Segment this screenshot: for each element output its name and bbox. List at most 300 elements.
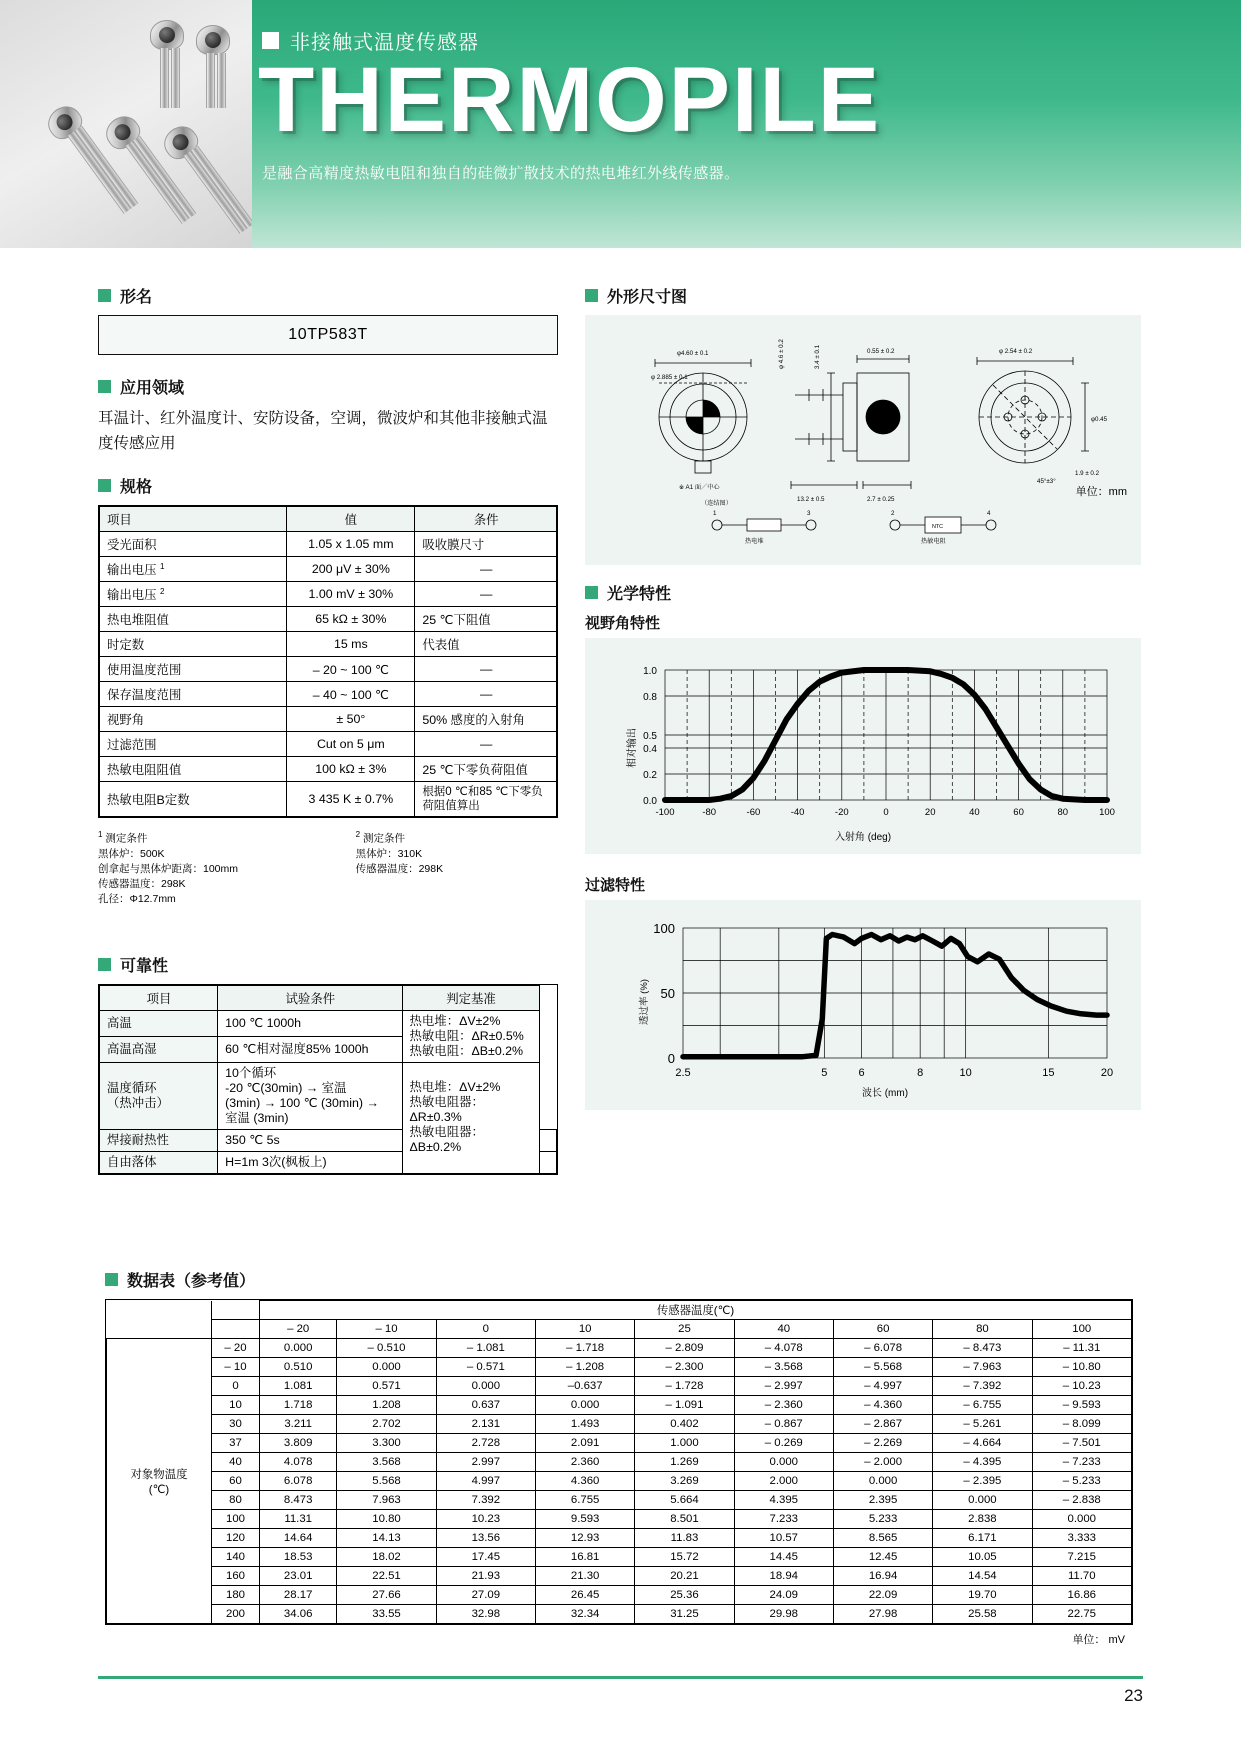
conn-ntc-label: NTC bbox=[932, 524, 944, 530]
datatable-cell: 19.70 bbox=[933, 1586, 1032, 1605]
datatable-cell: 8.473 bbox=[260, 1491, 337, 1510]
reliability-item: 焊接耐热性 bbox=[100, 1129, 218, 1151]
datatable-row-head: 0 bbox=[212, 1377, 260, 1396]
table-row bbox=[107, 1510, 1132, 1529]
datatable-cell: – 2.300 bbox=[635, 1358, 734, 1377]
fov-ytick: 1.0 bbox=[643, 666, 657, 677]
datatable-cell: 6.755 bbox=[536, 1491, 635, 1510]
datatable-cell: – 0.510 bbox=[337, 1339, 436, 1358]
datatable-cell: 0.000 bbox=[337, 1358, 436, 1377]
fov-xtick: 20 bbox=[924, 807, 936, 818]
white-square-icon bbox=[262, 32, 279, 49]
filter-ylabel: 透过率 (%) bbox=[639, 979, 650, 1025]
datatable-cell: 5.664 bbox=[635, 1491, 734, 1510]
green-square-icon bbox=[585, 289, 598, 302]
datatable-cell: 1.718 bbox=[260, 1396, 337, 1415]
spec-heading-label: 规格 bbox=[120, 479, 153, 496]
datatable-cell: 14.45 bbox=[734, 1548, 833, 1567]
spec-condition: 25 ℃下零负荷阻值 bbox=[415, 757, 557, 782]
applications-text: 耳温计、红外温度计、安防设备，空调，微波炉和其他非接触式温度传感应用 bbox=[98, 410, 548, 452]
green-square-icon bbox=[98, 479, 111, 492]
spec-table-header-row bbox=[100, 507, 557, 532]
datatable-cell: 8.501 bbox=[635, 1510, 734, 1529]
spec-item: 视野角 bbox=[100, 707, 287, 732]
reliability-table-wrapper bbox=[98, 984, 558, 1175]
spec-item: 热敏电阻阻值 bbox=[100, 757, 287, 782]
datatable-cell: – 1.208 bbox=[536, 1358, 635, 1377]
datatable-cell: 2.838 bbox=[933, 1510, 1032, 1529]
datatable-cell: 0.637 bbox=[436, 1396, 535, 1415]
footnote-1-mark: 1 bbox=[98, 830, 103, 839]
datatable-cell: 18.53 bbox=[260, 1548, 337, 1567]
spec-condition: — bbox=[415, 682, 557, 707]
datatable-cell: 0.402 bbox=[635, 1415, 734, 1434]
optical-heading bbox=[585, 581, 1141, 604]
datatable-cell: –0.637 bbox=[536, 1377, 635, 1396]
datatable-cell: 25.36 bbox=[635, 1586, 734, 1605]
datatable-cell: – 4.997 bbox=[833, 1377, 932, 1396]
datatable-cell: 3.211 bbox=[260, 1415, 337, 1434]
fov-xtick: -80 bbox=[702, 807, 717, 818]
spec-row bbox=[100, 657, 557, 682]
spec-value: 200 μV ± 30% bbox=[287, 557, 415, 582]
green-square-icon bbox=[585, 586, 598, 599]
left-column bbox=[98, 284, 558, 1175]
conn-pin-4: 4 bbox=[987, 510, 991, 517]
spec-condition: 25 ℃下阻值 bbox=[415, 607, 557, 632]
datatable-col-head: – 20 bbox=[260, 1320, 337, 1339]
datatable-wrapper bbox=[105, 1299, 1133, 1625]
spec-value: 1.00 mV ± 30% bbox=[287, 582, 415, 607]
table-row bbox=[107, 1586, 1132, 1605]
spec-heading bbox=[98, 474, 558, 497]
page-number: 23 bbox=[1124, 1686, 1143, 1705]
datatable-col-head: 40 bbox=[734, 1320, 833, 1339]
datatable-cell: 7.392 bbox=[436, 1491, 535, 1510]
reliability-header-row bbox=[100, 985, 557, 1010]
applications-heading-label: 应用领域 bbox=[120, 380, 185, 397]
datatable-cell: 2.997 bbox=[436, 1453, 535, 1472]
datatable-cell: 22.51 bbox=[337, 1567, 436, 1586]
spec-item: 过滤范围 bbox=[100, 732, 287, 757]
datatable-col-head: 60 bbox=[833, 1320, 932, 1339]
spec-row bbox=[100, 782, 557, 817]
fov-xtick: 40 bbox=[969, 807, 980, 818]
filter-ytick: 100 bbox=[653, 921, 675, 936]
spec-col-item: 项目 bbox=[100, 507, 287, 532]
datatable-cell: 0.000 bbox=[933, 1491, 1032, 1510]
rel-col-condition: 试验条件 bbox=[218, 985, 402, 1010]
reliability-condition: H=1m 3次(枫板上) bbox=[218, 1151, 402, 1173]
reliability-criteria bbox=[539, 1151, 556, 1173]
datatable-cell: 4.078 bbox=[260, 1453, 337, 1472]
dim-label-len3: 1.9 ± 0.2 bbox=[1075, 470, 1100, 477]
filter-xtick: 20 bbox=[1100, 1067, 1114, 1079]
datatable-row-head: 37 bbox=[212, 1434, 260, 1453]
datatable-heading-label: 数据表（参考值） bbox=[127, 1273, 256, 1290]
datatable-cell: 11.70 bbox=[1032, 1567, 1131, 1586]
conn-diagram-title: （连结图） bbox=[701, 500, 732, 507]
spec-footnotes bbox=[98, 827, 558, 907]
datatable-cell: – 8.099 bbox=[1032, 1415, 1131, 1434]
conn-pin-2: 2 bbox=[891, 510, 895, 517]
fov-ylabel: 相对输出 bbox=[627, 728, 638, 768]
datatable-cell: 22.09 bbox=[833, 1586, 932, 1605]
datatable-cell: 23.01 bbox=[260, 1567, 337, 1586]
datatable-row-head: 180 bbox=[212, 1586, 260, 1605]
spec-condition: — bbox=[415, 557, 557, 582]
datatable-cell: – 5.233 bbox=[1032, 1472, 1131, 1491]
datatable-corner2 bbox=[212, 1320, 260, 1339]
filter-xtick: 15 bbox=[1042, 1067, 1055, 1079]
datatable-unit-label: 单位： mV bbox=[1072, 1634, 1125, 1646]
datatable-cell: 0.000 bbox=[833, 1472, 932, 1491]
reliability-row bbox=[100, 1010, 557, 1036]
footnote-2-mark: 2 bbox=[355, 830, 361, 839]
reliability-condition: 60 ℃相对湿度85% 1000h bbox=[218, 1036, 402, 1062]
footnote-1-title: 测定条件 bbox=[105, 832, 148, 845]
datatable-corner bbox=[107, 1320, 212, 1339]
footnote-1-line3: 创拿起与黑体炉距离：100mm bbox=[98, 862, 239, 875]
spec-item-superscript: 1 bbox=[160, 561, 165, 571]
datatable-cell: 2.360 bbox=[536, 1453, 635, 1472]
filter-ytick: 0 bbox=[667, 1051, 675, 1066]
datatable-cell: 31.25 bbox=[635, 1605, 734, 1624]
spec-value: 1.05 x 1.05 mm bbox=[287, 532, 415, 557]
datatable-cell: 7.215 bbox=[1032, 1548, 1131, 1567]
datatable-cell: 26.45 bbox=[536, 1586, 635, 1605]
fov-xtick: 60 bbox=[1013, 807, 1024, 818]
fov-xtick: 80 bbox=[1057, 807, 1069, 818]
datatable-cell: – 2.809 bbox=[635, 1339, 734, 1358]
datatable-cell: 29.98 bbox=[734, 1605, 833, 1624]
spec-table-wrapper bbox=[98, 505, 558, 818]
datatable-cell: – 3.568 bbox=[734, 1358, 833, 1377]
applications-heading bbox=[98, 375, 558, 398]
table-row bbox=[107, 1529, 1132, 1548]
datatable-row-head: 10 bbox=[212, 1396, 260, 1415]
spec-row bbox=[100, 632, 557, 657]
fov-ytick: 0.0 bbox=[643, 796, 657, 807]
dim-label-htotal: 3.4 ± 0.1 bbox=[814, 344, 821, 369]
datatable-cell: – 2.395 bbox=[933, 1472, 1032, 1491]
spec-value: 100 kΩ ± 3% bbox=[287, 757, 415, 782]
datatable-col-head: 100 bbox=[1032, 1320, 1131, 1339]
datatable-cell: 0.000 bbox=[734, 1453, 833, 1472]
datatable-cell: 20.21 bbox=[635, 1567, 734, 1586]
filter-xtick: 8 bbox=[917, 1067, 924, 1079]
filter-xtick: 10 bbox=[959, 1067, 972, 1079]
dim-label-outer: φ4.60 ± 0.1 bbox=[677, 350, 709, 357]
spec-row bbox=[100, 682, 557, 707]
reference-data-table bbox=[106, 1300, 1132, 1624]
datatable-cell: 0.000 bbox=[436, 1377, 535, 1396]
datatable-cell: 11.31 bbox=[260, 1510, 337, 1529]
spec-row bbox=[100, 557, 557, 582]
table-row bbox=[107, 1415, 1132, 1434]
datatable-cell: 1.081 bbox=[260, 1377, 337, 1396]
conn-pin-1: 1 bbox=[713, 510, 717, 517]
table-row bbox=[107, 1358, 1132, 1377]
table-row bbox=[107, 1453, 1132, 1472]
conn-right-element: 热敏电阻 bbox=[921, 538, 946, 545]
datatable-cell: 17.45 bbox=[436, 1548, 535, 1567]
datatable-cell: – 0.571 bbox=[436, 1358, 535, 1377]
datatable-cell: 10.80 bbox=[337, 1510, 436, 1529]
datatable-cell: – 1.091 bbox=[635, 1396, 734, 1415]
reliability-criteria: 热电堆：ΔV±2% 热敏电阻器：ΔR±0.3% 热敏电阻器：ΔB±0.2% bbox=[402, 1062, 539, 1173]
datatable-heading bbox=[105, 1268, 1133, 1291]
datatable-cell: 27.09 bbox=[436, 1586, 535, 1605]
datatable-cell: 0.000 bbox=[536, 1396, 635, 1415]
optical-heading-label: 光学特性 bbox=[607, 586, 672, 603]
spec-item: 热敏电阻B定数 bbox=[100, 782, 287, 817]
model-number-value: 10TP583T bbox=[288, 326, 368, 343]
datatable-cell: – 7.392 bbox=[933, 1377, 1032, 1396]
datatable-row-head: – 10 bbox=[212, 1358, 260, 1377]
fov-ytick: 0.8 bbox=[643, 692, 657, 703]
footnote-1-line4: 传感器温度：298K bbox=[98, 877, 186, 890]
datatable-cell: – 4.395 bbox=[933, 1453, 1032, 1472]
spec-item: 输出电压 $^1$ bbox=[100, 557, 287, 582]
datatable-row-head: 80 bbox=[212, 1491, 260, 1510]
reliability-condition: 10个循环 -20 ℃(30min) → 室温 (3min) → 100 ℃ (30min) → 室温 (3min) bbox=[218, 1062, 402, 1129]
spec-item: 保存温度范围 bbox=[100, 682, 287, 707]
table-row bbox=[107, 1567, 1132, 1586]
datatable-cell: 14.13 bbox=[337, 1529, 436, 1548]
datatable-cell: 16.86 bbox=[1032, 1586, 1131, 1605]
datatable-cell: 10.57 bbox=[734, 1529, 833, 1548]
reliability-criteria bbox=[539, 1129, 556, 1151]
datatable-col-head: 10 bbox=[536, 1320, 635, 1339]
dim-label-len1: 13.2 ± 0.5 bbox=[797, 496, 825, 503]
datatable-cell: – 2.997 bbox=[734, 1377, 833, 1396]
datatable-cell: 3.300 bbox=[337, 1434, 436, 1453]
datatable-row-head: 120 bbox=[212, 1529, 260, 1548]
filter-ytick: 50 bbox=[660, 986, 675, 1001]
datatable-cell: – 0.269 bbox=[734, 1434, 833, 1453]
reliability-condition: 100 ℃ 1000h bbox=[218, 1010, 402, 1036]
datatable-cell: 27.66 bbox=[337, 1586, 436, 1605]
spec-footnote-1 bbox=[98, 827, 356, 907]
reliability-item: 高温高湿 bbox=[100, 1036, 218, 1062]
datatable-cell: 18.94 bbox=[734, 1567, 833, 1586]
model-heading-label: 形名 bbox=[120, 289, 153, 306]
datatable-col-head: 0 bbox=[436, 1320, 535, 1339]
table-row bbox=[107, 1434, 1132, 1453]
footnote-1-line2: 黑体炉：500K bbox=[98, 847, 165, 860]
datatable-cell: 24.09 bbox=[734, 1586, 833, 1605]
spec-col-condition: 条件 bbox=[415, 507, 557, 532]
datatable-cell: 16.94 bbox=[833, 1567, 932, 1586]
right-column bbox=[585, 284, 1141, 1110]
datatable-cell: – 5.261 bbox=[933, 1415, 1032, 1434]
conn-left-element: 热电堆 bbox=[745, 538, 764, 545]
dimensions-heading-label: 外形尺寸图 bbox=[607, 289, 688, 306]
fov-xtick: 0 bbox=[883, 807, 889, 818]
reliability-item: 高温 bbox=[100, 1010, 218, 1036]
dimension-drawing bbox=[595, 325, 1131, 555]
datatable-cell: 3.333 bbox=[1032, 1529, 1131, 1548]
fov-xtick: -60 bbox=[746, 807, 761, 818]
fov-xlabel: 入射角 (deg) bbox=[834, 832, 892, 843]
datatable-cell: 5.233 bbox=[833, 1510, 932, 1529]
datatable-cell: 2.131 bbox=[436, 1415, 535, 1434]
filter-chart-title: 过滤特性 bbox=[585, 877, 646, 894]
datatable-col-head: – 10 bbox=[337, 1320, 436, 1339]
datatable-cell: – 5.568 bbox=[833, 1358, 932, 1377]
dimensions-heading bbox=[585, 284, 1141, 307]
datatable-cell: – 7.501 bbox=[1032, 1434, 1131, 1453]
spec-condition: 50% 感度的入射角 bbox=[415, 707, 557, 732]
datatable-cell: 7.963 bbox=[337, 1491, 436, 1510]
filter-chart-panel bbox=[585, 900, 1141, 1110]
spec-value: – 40 ~ 100 ℃ bbox=[287, 682, 415, 707]
green-square-icon bbox=[98, 289, 111, 302]
table-row bbox=[107, 1377, 1132, 1396]
reliability-heading bbox=[98, 953, 558, 976]
datatable-cell: 0.000 bbox=[260, 1339, 337, 1358]
filter-xtick: 2.5 bbox=[675, 1067, 691, 1079]
datatable-cell: 28.17 bbox=[260, 1586, 337, 1605]
reliability-item: 自由落体 bbox=[100, 1151, 218, 1173]
datatable-cell: 4.360 bbox=[536, 1472, 635, 1491]
spec-row bbox=[100, 707, 557, 732]
datatable-cell: – 1.718 bbox=[536, 1339, 635, 1358]
footnote-1-line5: 孔径：Φ12.7mm bbox=[98, 892, 176, 905]
banner-product-name: THERMOPILE bbox=[258, 49, 882, 151]
datatable-row-head: 140 bbox=[212, 1548, 260, 1567]
footnote-2-title: 测定条件 bbox=[362, 832, 405, 845]
datatable-cell: 1.000 bbox=[635, 1434, 734, 1453]
table-row bbox=[107, 1472, 1132, 1491]
dim-label-window: φ 2.885 ± 0.1 bbox=[651, 374, 688, 381]
datatable-col-group: 传感器温度(℃) bbox=[260, 1301, 1132, 1320]
datatable-group-row bbox=[107, 1301, 1132, 1320]
datatable-cell: 3.809 bbox=[260, 1434, 337, 1453]
filter-xtick: 5 bbox=[821, 1067, 828, 1079]
filter-xlabel: 波长 (mm) bbox=[861, 1088, 909, 1099]
reliability-criteria: 热电堆：ΔV±2% 热敏电阻：ΔR±0.5% 热敏电阻：ΔB±0.2% bbox=[402, 1010, 539, 1062]
fov-xtick: -40 bbox=[790, 807, 805, 818]
green-square-icon bbox=[98, 958, 111, 971]
spec-condition: 代表值 bbox=[415, 632, 557, 657]
spec-item: 输出电压 $^2$ bbox=[100, 582, 287, 607]
datatable-cell: 9.593 bbox=[536, 1510, 635, 1529]
datatable-cell: 21.30 bbox=[536, 1567, 635, 1586]
footnote-2-line3: 传感器温度：298K bbox=[355, 862, 444, 875]
datatable-cell: 8.565 bbox=[833, 1529, 932, 1548]
filter-chart bbox=[595, 910, 1131, 1100]
datatable-row-head: 60 bbox=[212, 1472, 260, 1491]
datatable-cell: 25.58 bbox=[933, 1605, 1032, 1624]
spec-item: 使用温度范围 bbox=[100, 657, 287, 682]
datatable-row-head: – 20 bbox=[212, 1339, 260, 1358]
spec-item: 时定数 bbox=[100, 632, 287, 657]
spec-table bbox=[99, 506, 557, 817]
spec-row bbox=[100, 532, 557, 557]
datatable-cell: 10.23 bbox=[436, 1510, 535, 1529]
spec-value: 15 ms bbox=[287, 632, 415, 657]
datatable-cell: 3.269 bbox=[635, 1472, 734, 1491]
datatable-cell: 0.000 bbox=[1032, 1510, 1131, 1529]
datatable-cell: 16.81 bbox=[536, 1548, 635, 1567]
spec-condition: — bbox=[415, 582, 557, 607]
datatable-cell: 1.269 bbox=[635, 1453, 734, 1472]
fov-xtick: -100 bbox=[655, 807, 675, 818]
fov-xtick: -20 bbox=[834, 807, 849, 818]
footnote-2-line2: 黑体炉：310K bbox=[355, 847, 423, 860]
green-square-icon bbox=[105, 1273, 118, 1286]
datatable-cell: 2.000 bbox=[734, 1472, 833, 1491]
spec-condition: — bbox=[415, 657, 557, 682]
datatable-cell: 18.02 bbox=[337, 1548, 436, 1567]
datatable-cell: 2.728 bbox=[436, 1434, 535, 1453]
table-row bbox=[107, 1548, 1132, 1567]
datatable-cell: 32.34 bbox=[536, 1605, 635, 1624]
datatable-cell: 22.75 bbox=[1032, 1605, 1131, 1624]
conn-pin-3: 3 bbox=[807, 510, 811, 517]
banner-chinese-title: 非接触式温度传感器 bbox=[290, 32, 479, 54]
fov-ytick: 0.2 bbox=[643, 770, 657, 781]
datatable-cell: 12.45 bbox=[833, 1548, 932, 1567]
datatable-cell: 3.568 bbox=[337, 1453, 436, 1472]
spec-row bbox=[100, 607, 557, 632]
fov-chart bbox=[595, 648, 1131, 844]
datatable-cell: 13.56 bbox=[436, 1529, 535, 1548]
datatable-cell: – 1.081 bbox=[436, 1339, 535, 1358]
datatable-cell: 0.571 bbox=[337, 1377, 436, 1396]
datatable-cell: – 10.80 bbox=[1032, 1358, 1131, 1377]
datatable-col-head: 25 bbox=[635, 1320, 734, 1339]
datatable-cell: – 4.664 bbox=[933, 1434, 1032, 1453]
datatable-row-group: 对象物温度 (℃) bbox=[107, 1339, 212, 1624]
spec-condition: 根据0 ℃和85 ℃下零负荷阻值算出 bbox=[415, 782, 557, 817]
datatable-cell: – 7.963 bbox=[933, 1358, 1032, 1377]
datatable-cell: – 6.755 bbox=[933, 1396, 1032, 1415]
datatable-cell: 2.702 bbox=[337, 1415, 436, 1434]
datatable-row-head: 30 bbox=[212, 1415, 260, 1434]
datatable-cell: – 7.233 bbox=[1032, 1453, 1131, 1472]
spec-row bbox=[100, 582, 557, 607]
datatable-row-head: 40 bbox=[212, 1453, 260, 1472]
rel-col-criteria: 判定基准 bbox=[402, 985, 539, 1010]
spec-row bbox=[100, 757, 557, 782]
spec-value: 65 kΩ ± 30% bbox=[287, 607, 415, 632]
spec-item: 受光面积 bbox=[100, 532, 287, 557]
datatable-cell: 5.568 bbox=[337, 1472, 436, 1491]
spec-condition: — bbox=[415, 732, 557, 757]
spec-value: 3 435 K ± 0.7% bbox=[287, 782, 415, 817]
spec-footnote-2 bbox=[356, 827, 558, 907]
datatable-cell: – 9.593 bbox=[1032, 1396, 1131, 1415]
page-banner bbox=[0, 0, 1241, 262]
fov-ytick: 0.4 bbox=[643, 744, 657, 755]
datatable-cell: – 4.360 bbox=[833, 1396, 932, 1415]
table-row bbox=[107, 1339, 1132, 1358]
datatable-cell: 27.98 bbox=[833, 1605, 932, 1624]
product-photo bbox=[0, 0, 252, 262]
spec-col-value: 值 bbox=[287, 507, 415, 532]
table-row bbox=[107, 1491, 1132, 1510]
green-square-icon bbox=[98, 380, 111, 393]
datatable-cell: 11.83 bbox=[635, 1529, 734, 1548]
reliability-table bbox=[99, 985, 557, 1174]
dim-label-hbody: 0.55 ± 0.2 bbox=[867, 348, 895, 355]
dim-label-flange: φ 4.6 ± 0.2 bbox=[778, 339, 785, 369]
spec-condition: 吸收膜尺寸 bbox=[415, 532, 557, 557]
datatable-cell: 4.395 bbox=[734, 1491, 833, 1510]
